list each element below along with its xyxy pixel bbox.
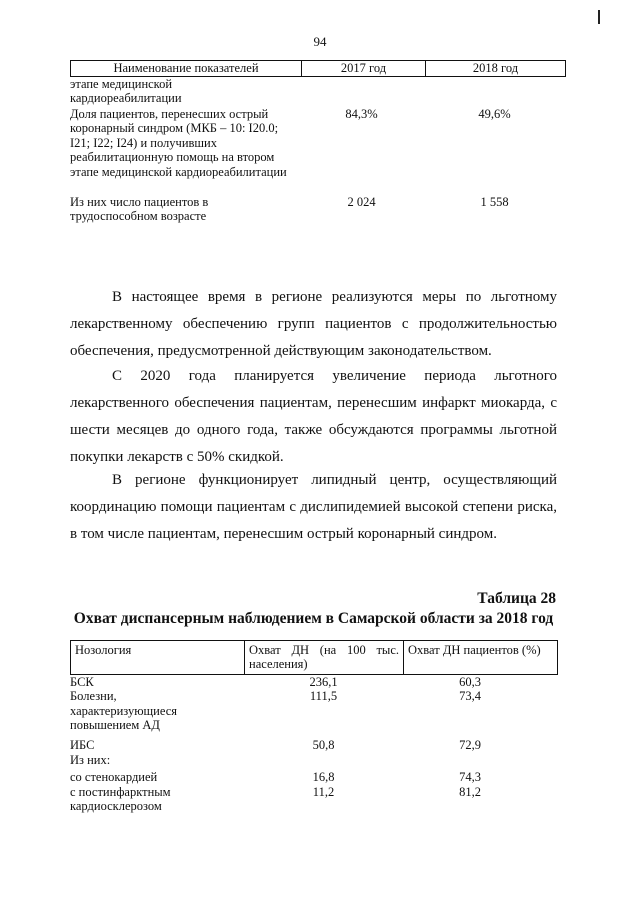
- paragraph-line: в том числе пациентам, перенесшим острый коронарный синдром.: [70, 526, 497, 542]
- header-coverage-per-100k: Охват ДН (на 100 тыс. населения): [245, 641, 404, 674]
- row-name: со стенокардией: [70, 770, 158, 785]
- table-header: [70, 640, 558, 675]
- row-2017: 84,3%: [345, 107, 378, 121]
- row-name: Из них:: [70, 752, 111, 767]
- table-label: Таблица 28: [477, 590, 556, 607]
- paragraph-line: В настоящее время в регионе реализуются меры по льготному: [112, 289, 557, 305]
- row-name: Доля пациентов, перенесших острый коронарный синдром (МКБ – 10: I20.0; I21; I22; I24) и получивших реабилитационную помощь на втором этапе медицинской кардиореабилитации: [70, 107, 287, 179]
- header-coverage-percent: Охват ДН пациентов (%): [408, 643, 541, 657]
- row-per100k: 111,5: [309, 689, 338, 704]
- table-row: [70, 753, 558, 767]
- paragraph-line: координацию помощи пациентам с дислипидемией высокой степени риска,: [70, 499, 557, 515]
- row-2018: 1 558: [480, 195, 509, 209]
- paragraph-line: лекарственного обеспечения пациентам, перенесшим инфаркт миокарда, с: [70, 395, 557, 411]
- row-per100k: 50,8: [312, 738, 335, 753]
- row-percent: 72,9: [459, 738, 481, 753]
- row-2017: 2 024: [347, 195, 376, 209]
- table-header: [70, 60, 566, 77]
- table-row: [70, 675, 558, 689]
- row-2017: [300, 77, 423, 107]
- table-row: [70, 107, 566, 195]
- paragraph-line: шести месяцев до одного года, также обсуждаются программы льготной: [70, 422, 557, 438]
- paragraph-2020-plan: [70, 363, 557, 471]
- row-name: БСК: [70, 674, 94, 689]
- header-nosology: Нозология: [71, 641, 245, 674]
- row-name: Болезни, характеризующиеся повышением АД: [70, 689, 178, 733]
- header-2018: 2018 год: [472, 61, 519, 75]
- table-row: [70, 785, 558, 814]
- row-per100k: [245, 753, 402, 767]
- dispensary-coverage-table: [70, 640, 558, 813]
- row-2018: 49,6%: [478, 107, 511, 121]
- paragraph-line: В регионе функционирует липидный центр, осуществляющий: [112, 472, 557, 488]
- header-2017: 2017 год: [302, 61, 426, 76]
- paragraph-line: покупки лекарств с 50% скидкой.: [70, 449, 284, 465]
- table-row: [70, 738, 558, 752]
- indicators-table: [70, 60, 566, 225]
- row-percent: 74,3: [459, 770, 481, 785]
- row-per100k: 16,8: [312, 770, 335, 785]
- scan-mark: [598, 10, 600, 24]
- row-per100k: 236,1: [309, 674, 338, 689]
- row-percent: 73,4: [459, 689, 481, 704]
- row-2018: [423, 77, 566, 107]
- row-name: с постинфарктным кардиосклерозом: [70, 784, 171, 814]
- header-indicator-name: Наименование показателей: [71, 61, 302, 76]
- table-row: [70, 770, 558, 784]
- row-percent: 60,3: [459, 674, 481, 689]
- paragraph-lipid-center: [70, 467, 557, 548]
- paragraph-line: лекарственному обеспечению групп пациентов с продолжительностью: [70, 316, 557, 332]
- paragraph-line: обеспечения, предусмотренной действующим законодательством.: [70, 343, 492, 359]
- row-name: этапе медицинской кардиореабилитации: [70, 77, 182, 106]
- table-row: [70, 77, 566, 107]
- table-row: [70, 689, 558, 732]
- paragraph-drug-provision: [70, 284, 557, 365]
- paragraph-line: С 2020 года планируется увеличение периода льготного: [112, 368, 557, 384]
- row-per100k: 11,2: [312, 784, 335, 799]
- row-name: Из них число пациентов в трудоспособном возрасте: [70, 195, 209, 224]
- table-row: [70, 195, 566, 225]
- row-name: ИБС: [70, 738, 95, 753]
- page-number: 94: [313, 34, 327, 49]
- table-title: Охват диспансерным наблюдением в Самарской области за 2018 год: [73, 610, 554, 627]
- row-percent: 81,2: [459, 784, 481, 799]
- row-percent: [402, 753, 558, 767]
